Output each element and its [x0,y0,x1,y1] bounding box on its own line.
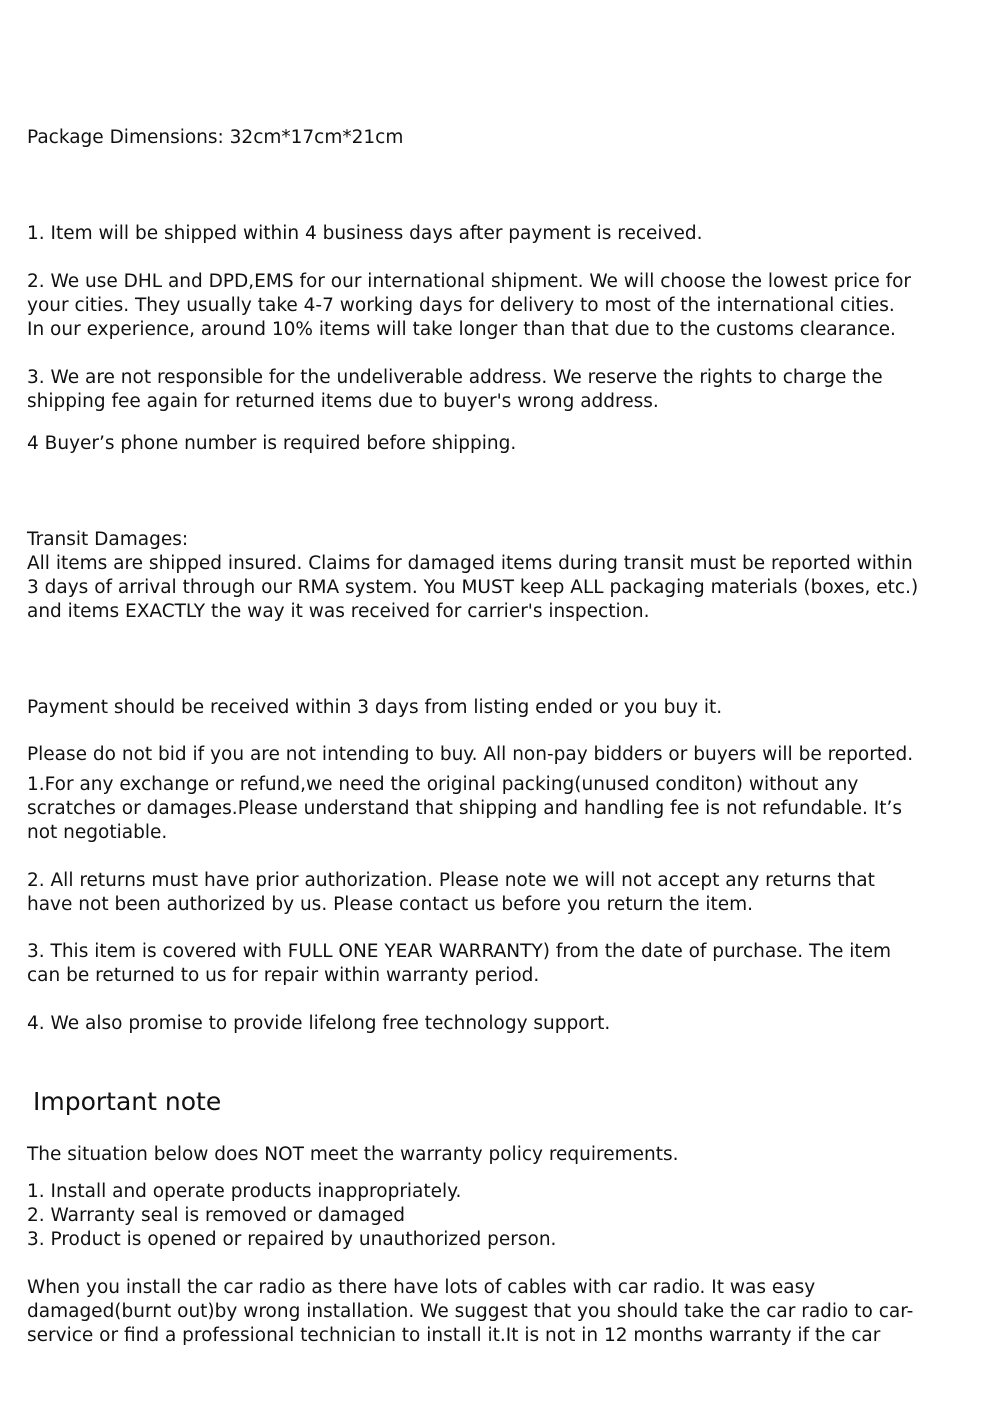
note-list-item-2: 2. Warranty seal is removed or damaged [27,1205,406,1226]
important-note-heading: Important note [33,1087,222,1116]
package-dimensions: Package Dimensions: 32cm*17cm*21cm [27,127,404,148]
returns-item-1-line-2: scratches or damages.Please understand that shipping and handling fee is not refundable. It’s [27,798,903,819]
shipping-item-1: 1. Item will be shipped within 4 business days after payment is received. [27,223,703,244]
payment-line-2: Please do not bid if you are not intending to buy. All non-pay bidders or buyers will be reported. [27,744,914,765]
shipping-item-4: 4 Buyer’s phone number is required before shipping. [27,433,517,454]
shipping-item-2-line-2: your cities. They usually take 4-7 working days for delivery to most of the international cities. [27,295,895,316]
returns-item-3-line-1: 3. This item is covered with FULL ONE YEAR WARRANTY) from the date of purchase. The item [27,941,892,962]
returns-item-3-line-2: can be returned to us for repair within warranty period. [27,965,540,986]
transit-line-1: All items are shipped insured. Claims for damaged items during transit must be reported within [27,553,913,574]
transit-line-2: 3 days of arrival through our RMA system. You MUST keep ALL packaging materials (boxes, etc.) [27,577,919,598]
note-closing-line-3: service or find a professional technician to install it.It is not in 12 months warranty if the car [27,1325,881,1346]
returns-item-1-line-3: not negotiable. [27,822,168,843]
shipping-item-3-line-1: 3. We are not responsible for the undeliverable address. We reserve the rights to charge the [27,367,883,388]
payment-line-1: Payment should be received within 3 days from listing ended or you buy it. [27,697,723,718]
note-closing-line-1: When you install the car radio as there have lots of cables with car radio. It was easy [27,1277,816,1298]
returns-item-2-line-1: 2. All returns must have prior authorization. Please note we will not accept any returns that [27,870,875,891]
returns-item-4: 4. We also promise to provide lifelong free technology support. [27,1013,611,1034]
shipping-item-2-line-3: In our experience, around 10% items will take longer than that due to the customs clearance. [27,319,896,340]
returns-item-2-line-2: have not been authorized by us. Please contact us before you return the item. [27,894,754,915]
transit-line-3: and items EXACTLY the way it was received for carrier's inspection. [27,601,650,622]
note-intro: The situation below does NOT meet the warranty policy requirements. [27,1144,679,1165]
returns-item-1-line-1: 1.For any exchange or refund,we need the original packing(unused conditon) without any [27,774,859,795]
shipping-item-3-line-2: shipping fee again for returned items due to buyer's wrong address. [27,391,659,412]
shipping-item-2-line-1: 2. We use DHL and DPD,EMS for our international shipment. We will choose the lowest price for [27,271,912,292]
note-list-item-1: 1. Install and operate products inappropriately. [27,1181,462,1202]
note-closing-line-2: damaged(burnt out)by wrong installation. We suggest that you should take the car radio to car- [27,1301,914,1322]
note-list-item-3: 3. Product is opened or repaired by unauthorized person. [27,1229,557,1250]
transit-title: Transit Damages: [27,529,189,550]
